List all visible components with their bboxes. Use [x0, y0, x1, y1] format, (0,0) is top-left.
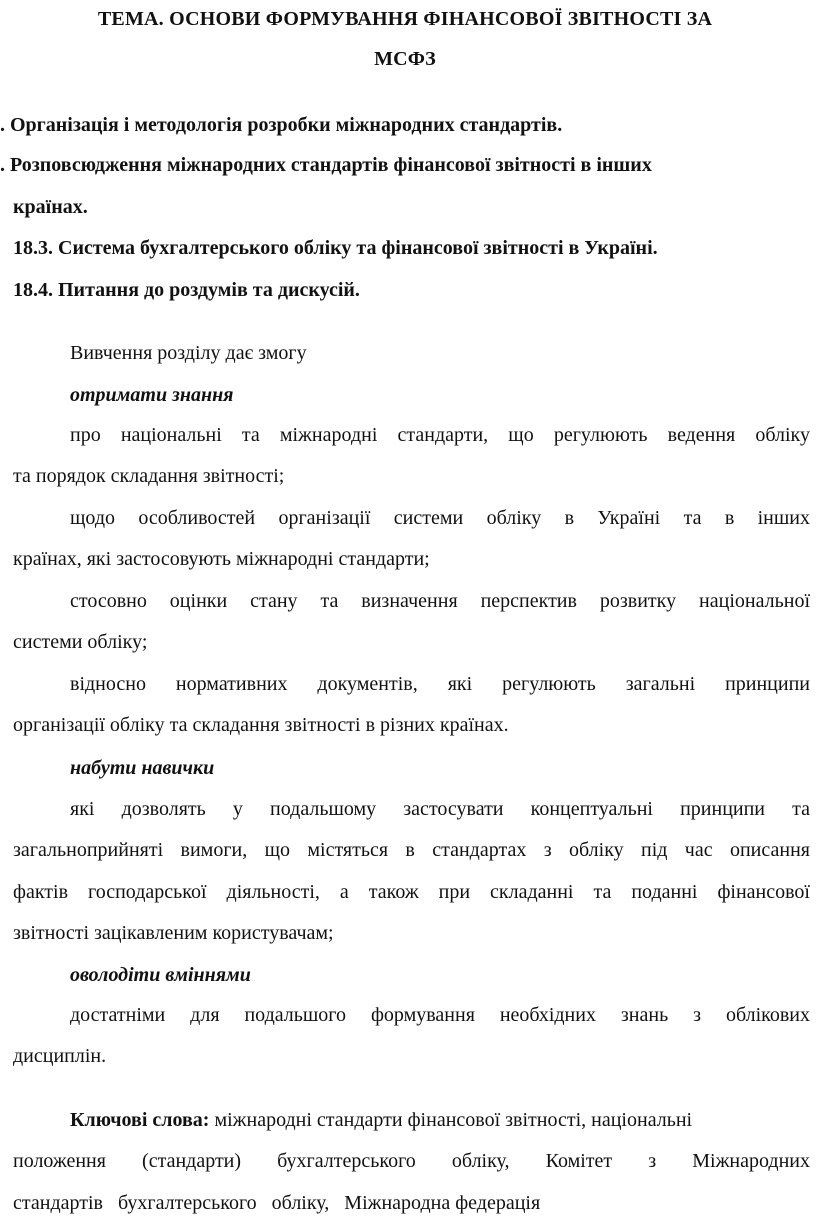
- skills-p1-line3: фактів господарської діяльності, а також при складанні та поданні фінансової: [13, 881, 810, 903]
- intro-text: Вивчення розділу дає змогу: [70, 342, 307, 364]
- keywords-line-1: [70, 1109, 692, 1132]
- skills-p1-line2: загальноприйняті вимоги, що містяться в стандартах з обліку під час описання: [13, 839, 810, 861]
- knowledge-p1-line2: та порядок складання звітності;: [13, 465, 285, 487]
- skills-p1-line1: які дозволять у подальшому застосувати концептуальні принципи та: [70, 798, 810, 820]
- keywords-label: Ключові слова:: [70, 1109, 210, 1131]
- knowledge-p1-line1: про національні та міжнародні стандарти, що регулюють ведення обліку: [70, 424, 810, 446]
- knowledge-p3-line2: системи обліку;: [13, 631, 148, 653]
- abilities-p1-line2: дисциплін.: [13, 1045, 107, 1067]
- keywords-text-1: міжнародні стандарти фінансової звітності, національні: [209, 1109, 693, 1131]
- abilities-p1-line1: достатніми для подальшого формування необхідних знань з облікових: [70, 1004, 810, 1026]
- knowledge-heading: отримати знання: [70, 384, 234, 406]
- toc-item-4: 18.4. Питання до роздумів та дискусій.: [13, 279, 360, 301]
- toc-item-3: 18.3. Система бухгалтерського обліку та фінансової звітності в Україні.: [13, 237, 658, 259]
- skills-p1-line4: звітності зацікавленим користувачам;: [13, 922, 334, 944]
- toc-item-2-continued: країнах.: [13, 196, 88, 218]
- page-title-line-2: МСФЗ: [374, 48, 436, 70]
- keywords-line-2: положення (стандарти) бухгалтерського обліку, Комітет з Міжнародних: [13, 1150, 810, 1172]
- knowledge-p2-line2: країнах, які застосовують міжнародні стандарти;: [13, 548, 430, 570]
- skills-heading: набути навички: [70, 757, 215, 779]
- knowledge-p2-line1: щодо особливостей організації системи обліку в Україні та в інших: [70, 507, 810, 529]
- keywords-line-3: стандартів бухгалтерського обліку, Міжнародна федерація: [13, 1192, 541, 1214]
- knowledge-p4-line1: відносно нормативних документів, які регулюють загальні принципи: [70, 673, 810, 695]
- knowledge-p4-line2: організації обліку та складання звітності в різних країнах.: [13, 714, 509, 736]
- toc-item-1: . Організація і методологія розробки міжнародних стандартів.: [0, 114, 563, 136]
- abilities-heading: оволодіти вміннями: [70, 964, 251, 986]
- page-title-line-1: ТЕМА. ОСНОВИ ФОРМУВАННЯ ФІНАНСОВОЇ ЗВІТНОСТІ ЗА: [97, 8, 713, 30]
- knowledge-p3-line1: стосовно оцінки стану та визначення перспектив розвитку національної: [70, 590, 810, 612]
- toc-item-2: . Розповсюдження міжнародних стандартів фінансової звітності в інших: [0, 154, 652, 176]
